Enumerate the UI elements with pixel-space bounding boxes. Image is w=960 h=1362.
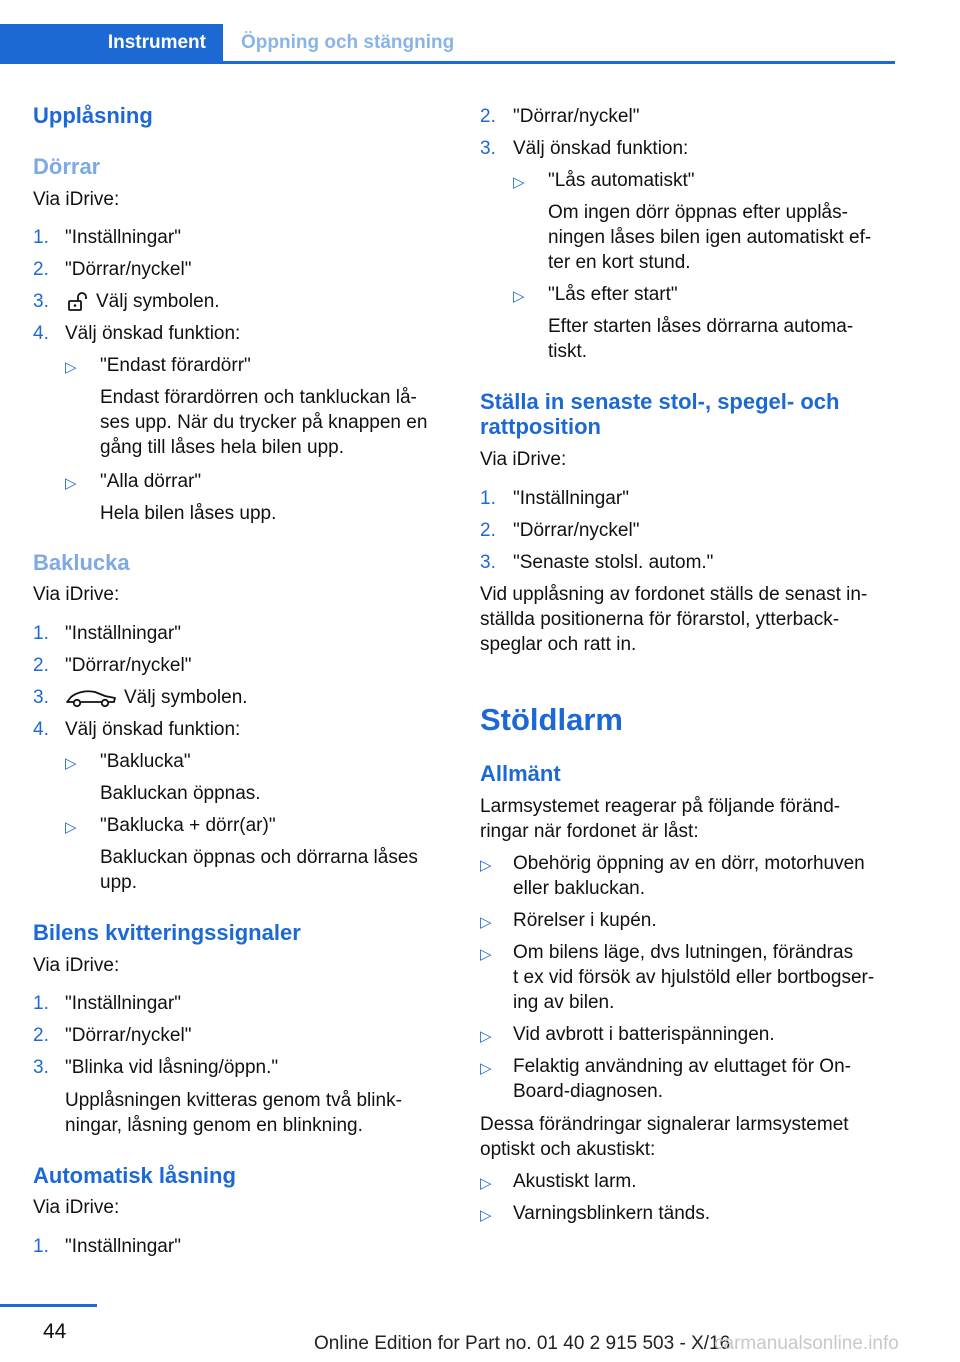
paragraph: ställda positionerna för förarstol, ytterback- [480, 609, 840, 630]
paragraph: Vid upplåsning av fordonet ställs de senast in- [480, 584, 868, 605]
bullet-text: eller bakluckan. [513, 878, 646, 899]
list-item: Välj önskad funktion: [65, 719, 241, 740]
option-text: ses upp. När du trycker på knappen en [100, 412, 428, 433]
bullet-triangle: ▷ [513, 174, 525, 191]
paragraph: optiskt och akustiskt: [480, 1139, 656, 1160]
header-tab-instrument[interactable]: Instrument [0, 24, 223, 61]
heading-allmant: Allmänt [480, 761, 561, 786]
list-number: 2. [33, 655, 49, 676]
footer-rule [0, 1304, 97, 1307]
list-number: 2. [480, 106, 496, 127]
bullet-text: Varningsblinkern tänds. [513, 1203, 711, 1224]
list-item: Välj symbolen. [96, 291, 220, 312]
paragraph: speglar och ratt in. [480, 634, 637, 655]
bullet-triangle: ▷ [65, 819, 77, 836]
list-item: "Dörrar/nyckel" [65, 259, 192, 280]
via-idrive: Via iDrive: [33, 584, 120, 605]
bullet-text: Akustiskt larm. [513, 1171, 637, 1192]
list-item: "Inställningar" [513, 488, 629, 509]
option-text: Bakluckan öppnas och dörrarna låses [100, 847, 418, 868]
car-tailgate-icon [65, 687, 117, 709]
option-text: Bakluckan öppnas. [100, 783, 261, 804]
option-text: ningen låses bilen igen automatiskt ef- [548, 227, 872, 248]
list-number: 4. [33, 323, 49, 344]
unlock-icon [66, 291, 88, 313]
bullet-triangle: ▷ [480, 1028, 492, 1045]
bullet-triangle: ▷ [480, 946, 492, 963]
option-text: upp. [100, 872, 137, 893]
header-rule [0, 61, 895, 64]
list-number: 1. [480, 488, 496, 509]
page-header [0, 24, 895, 61]
list-item: "Inställningar" [65, 623, 181, 644]
bullet-text: Vid avbrott i batterispänningen. [513, 1024, 775, 1045]
bullet-text: Om bilens läge, dvs lutningen, förändras [513, 942, 854, 963]
list-item: "Inställningar" [65, 227, 181, 248]
list-item: "Dörrar/nyckel" [513, 106, 640, 127]
heading-stol-spegel-ratt: Ställa in senaste stol-, spegel- och [480, 389, 840, 414]
bullet-triangle: ▷ [480, 1207, 492, 1224]
bullet-triangle: ▷ [480, 857, 492, 874]
list-number: 3. [33, 291, 49, 312]
list-number: 4. [33, 719, 49, 740]
bullet-triangle: ▷ [480, 1060, 492, 1077]
heading-kvitteringssignaler: Bilens kvitteringssignaler [33, 920, 301, 945]
item-text: ningar, låsning genom en blinkning. [65, 1115, 363, 1136]
heading-stoldlarm: Stöldlarm [480, 702, 623, 737]
option-text: gång till låses hela bilen upp. [100, 437, 345, 458]
list-item: "Dörrar/nyckel" [65, 1025, 192, 1046]
heading-dorrar: Dörrar [33, 154, 101, 179]
page-number: 44 [43, 1320, 67, 1343]
heading-stol-spegel-ratt-line2: rattposition [480, 414, 601, 439]
list-item: "Senaste stolsl. autom." [513, 552, 714, 573]
list-item: "Inställningar" [65, 993, 181, 1014]
option-title: "Baklucka + dörr(ar)" [100, 815, 276, 836]
header-tab-oppning[interactable]: Öppning och stängning [241, 32, 455, 53]
option-text: Om ingen dörr öppnas efter upplås- [548, 202, 848, 223]
option-title: "Lås efter start" [548, 284, 678, 305]
list-number: 3. [33, 687, 49, 708]
option-title: "Alla dörrar" [100, 471, 202, 492]
list-number: 2. [33, 259, 49, 280]
via-idrive: Via iDrive: [33, 1197, 120, 1218]
option-text: Endast förardörren och tankluckan lå- [100, 387, 417, 408]
bullet-triangle: ▷ [480, 914, 492, 931]
paragraph: ringar när fordonet är låst: [480, 821, 699, 842]
list-number: 2. [33, 1025, 49, 1046]
via-idrive: Via iDrive: [480, 449, 567, 470]
bullet-text: Rörelser i kupén. [513, 910, 657, 931]
paragraph: Larmsystemet reagerar på följande föränd- [480, 796, 841, 817]
list-number: 2. [480, 520, 496, 541]
via-idrive: Via iDrive: [33, 955, 120, 976]
bullet-triangle: ▷ [65, 475, 77, 492]
bullet-triangle: ▷ [65, 755, 77, 772]
option-text: Hela bilen låses upp. [100, 503, 277, 524]
bullet-text: Obehörig öppning av en dörr, motorhuven [513, 853, 865, 874]
bullet-triangle: ▷ [65, 359, 77, 376]
option-text: Efter starten låses dörrarna automa- [548, 316, 854, 337]
option-text: ter en kort stund. [548, 252, 691, 273]
bullet-triangle: ▷ [480, 1175, 492, 1192]
list-number: 3. [480, 552, 496, 573]
option-title: "Endast förardörr" [100, 355, 251, 376]
list-item: Välj önskad funktion: [513, 138, 689, 159]
bullet-text: Board-diagnosen. [513, 1081, 663, 1102]
item-text: Upplåsningen kvitteras genom två blink- [65, 1090, 402, 1111]
list-item: "Dörrar/nyckel" [513, 520, 640, 541]
watermark: carmanualsonline.info [714, 1333, 899, 1354]
list-number: 1. [33, 1236, 49, 1257]
via-idrive: Via iDrive: [33, 189, 120, 210]
list-item: "Inställningar" [65, 1236, 181, 1257]
list-number: 1. [33, 227, 49, 248]
heading-upplasning: Upplåsning [33, 103, 153, 128]
list-number: 3. [33, 1057, 49, 1078]
list-number: 3. [480, 138, 496, 159]
bullet-text: Felaktig användning av eluttaget för On- [513, 1056, 851, 1077]
bullet-triangle: ▷ [513, 288, 525, 305]
list-item: Välj önskad funktion: [65, 323, 241, 344]
list-number: 1. [33, 993, 49, 1014]
edition-info: Online Edition for Part no. 01 40 2 915 503 - X/16 [314, 1333, 731, 1354]
list-number: 1. [33, 623, 49, 644]
bullet-text: t ex vid försök av hjulstöld eller bortbogser- [513, 967, 875, 988]
heading-automatisk-lasning: Automatisk låsning [33, 1163, 236, 1188]
option-title: "Lås automatiskt" [548, 170, 695, 191]
list-item: "Blinka vid låsning/öppn." [65, 1057, 279, 1078]
option-title: "Baklucka" [100, 751, 191, 772]
option-text: tiskt. [548, 341, 588, 362]
list-item: Välj symbolen. [124, 687, 248, 708]
paragraph: Dessa förändringar signalerar larmsystemet [480, 1114, 849, 1135]
heading-baklucka: Baklucka [33, 550, 130, 575]
bullet-text: ing av bilen. [513, 992, 615, 1013]
list-item: "Dörrar/nyckel" [65, 655, 192, 676]
